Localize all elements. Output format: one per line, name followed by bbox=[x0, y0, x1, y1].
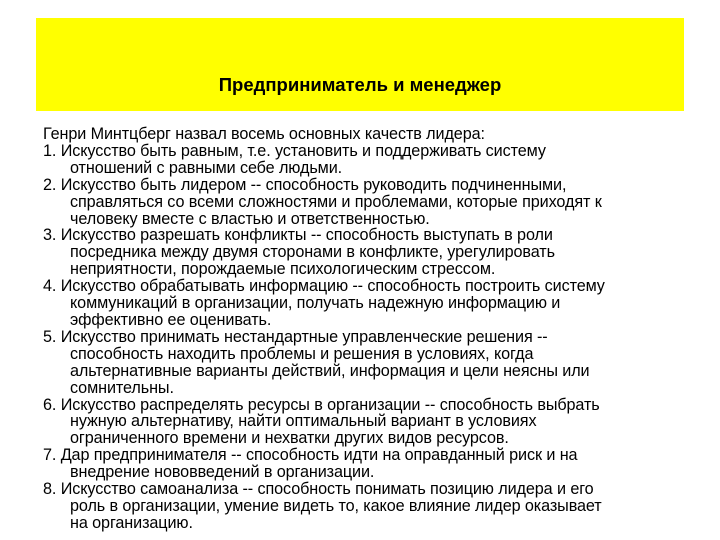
list-item-continuation-line: человеку вместе с властью и ответственностью. bbox=[70, 209, 430, 228]
list-item-first-line: 4. Искусство обрабатывать информацию -- способность построить систему bbox=[43, 277, 605, 296]
slide-body bbox=[43, 126, 703, 532]
list-item bbox=[43, 481, 703, 532]
list-item bbox=[43, 397, 703, 448]
list-item-continuation-line: неприятности, порождаемые психологическим стрессом. bbox=[70, 260, 496, 279]
list-item-first-line: 3. Искусство разрешать конфликты -- способность выступать в роли bbox=[43, 226, 553, 245]
list-item-first-line: 5. Искусство принимать нестандартные управленческие решения -- bbox=[43, 327, 548, 346]
list-item-continuation-line: на организацию. bbox=[70, 513, 193, 532]
list-item-continuation-line: роль в организации, умение видеть то, какое влияние лидер оказывает bbox=[70, 496, 602, 515]
list-item-continuation-line: эффективно ее оценивать. bbox=[70, 310, 272, 329]
list-item-continuation-line: ограниченного времени и нехватки других видов ресурсов. bbox=[70, 429, 509, 448]
list-item-first-line: 7. Дар предпринимателя -- способность идти на оправданный риск и на bbox=[43, 446, 578, 465]
list-item bbox=[43, 143, 703, 177]
list-item-continuation-line: отношений с равными себе людьми. bbox=[70, 158, 343, 177]
list-item-first-line: 1. Искусство быть равным, т.е. установить и поддерживать систему bbox=[43, 141, 546, 160]
slide-title: Предприниматель и менеджер bbox=[218, 74, 502, 95]
list-item bbox=[43, 329, 703, 397]
list-item-continuation-line: посредника между двумя сторонами в конфликте, урегулировать bbox=[70, 243, 555, 262]
list-item bbox=[43, 447, 703, 481]
list-item-continuation-line: коммуникаций в организации, получать надежную информацию и bbox=[70, 294, 561, 313]
list-item-first-line: 6. Искусство распределять ресурсы в организации -- способность выбрать bbox=[43, 395, 600, 414]
list-item bbox=[43, 278, 703, 329]
list-item bbox=[43, 177, 703, 228]
list-item-continuation-line: способность находить проблемы и решения в условиях, когда bbox=[70, 344, 534, 363]
list-item-first-line: 2. Искусство быть лидером -- способность руководить подчиненными, bbox=[43, 175, 567, 194]
leader-qualities-list bbox=[43, 143, 703, 532]
list-item bbox=[43, 227, 703, 278]
list-item-continuation-line: внедрение нововведений в организации. bbox=[70, 463, 375, 482]
list-item-first-line: 8. Искусство самоанализа -- способность понимать позицию лидера и его bbox=[43, 480, 594, 499]
list-item-continuation-line: справляться со всеми сложностями и проблемами, которые приходят к bbox=[70, 192, 602, 211]
intro-text: Генри Минтцберг назвал восемь основных качеств лидера: bbox=[43, 125, 485, 143]
list-item-continuation-line: альтернативные варианты действий, информация и цели неясны или bbox=[70, 361, 590, 380]
list-item-continuation-line: сомнительны. bbox=[70, 378, 174, 397]
list-item-continuation-line: нужную альтернативу, найти оптимальный вариант в условиях bbox=[70, 412, 537, 431]
title-banner bbox=[36, 18, 684, 111]
